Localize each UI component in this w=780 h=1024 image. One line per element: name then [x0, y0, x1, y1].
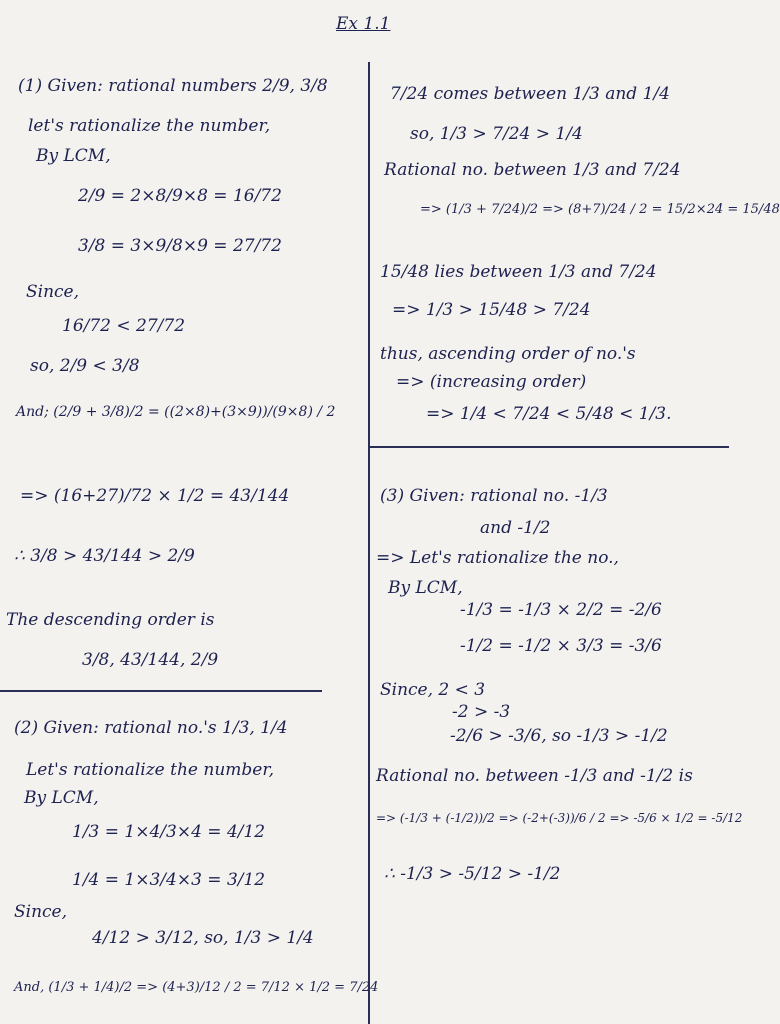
- vertical-divider: [368, 62, 370, 1024]
- q3-and: and -1/2: [480, 518, 551, 538]
- q3-line1: => Let's rationalize the no.,: [376, 548, 619, 568]
- q2-right-line6: => 1/3 > 15/48 > 7/24: [392, 300, 591, 320]
- q3-eq1: -1/3 = -1/3 × 2/2 = -2/6: [460, 600, 662, 620]
- q2-right-line5: 15/48 lies between 1/3 and 7/24: [380, 262, 657, 282]
- right-section-divider: [370, 446, 729, 448]
- q3-between: Rational no. between -1/3 and -1/2 is: [376, 766, 693, 786]
- q2-compare: 4/12 > 3/12, so, 1/3 > 1/4: [92, 928, 314, 948]
- q2-right-line9: => 1/4 < 7/24 < 5/48 < 1/3.: [426, 404, 672, 424]
- q1-line2: By LCM,: [36, 146, 111, 166]
- q1-heading: (1) Given: rational numbers 2/9, 3/8: [18, 76, 328, 96]
- q3-line2: By LCM,: [388, 578, 463, 598]
- q2-line2: By LCM,: [24, 788, 99, 808]
- q2-since: Since,: [14, 902, 68, 922]
- page-title: Ex 1.1: [336, 14, 391, 34]
- left-section-divider: [0, 690, 322, 692]
- q2-right-line4: => (1/3 + 7/24)/2 => (8+7)/24 / 2 = 15/2×24 = 15/48: [420, 202, 780, 217]
- q2-eq2: 1/4 = 1×3/4×3 = 3/12: [72, 870, 266, 890]
- q1-therefore: ∴ 3/8 > 43/144 > 2/9: [14, 546, 195, 566]
- q1-compare: 16/72 < 27/72: [62, 316, 186, 336]
- q1-order: 3/8, 43/144, 2/9: [82, 650, 219, 670]
- q1-eq2: 3/8 = 3×9/8×9 = 27/72: [78, 236, 282, 256]
- q1-eq1: 2/9 = 2×8/9×8 = 16/72: [78, 186, 282, 206]
- q1-and: And; (2/9 + 3/8)/2 = ((2×8)+(3×9))/(9×8) / 2: [16, 404, 336, 420]
- q1-line1: let's rationalize the number,: [28, 116, 271, 136]
- q2-right-line8: => (increasing order): [396, 372, 587, 392]
- q1-since: Since,: [26, 282, 80, 302]
- q3-since: Since, 2 < 3: [380, 680, 486, 700]
- q2-right-line7: thus, ascending order of no.'s: [380, 344, 636, 364]
- q1-so: so, 2/9 < 3/8: [30, 356, 140, 376]
- q2-eq1: 1/3 = 1×4/3×4 = 4/12: [72, 822, 266, 842]
- q1-result: => (16+27)/72 × 1/2 = 43/144: [20, 486, 290, 506]
- q2-right-line3: Rational no. between 1/3 and 7/24: [384, 160, 681, 180]
- q3-heading: (3) Given: rational no. -1/3: [380, 486, 608, 506]
- q2-heading: (2) Given: rational no.'s 1/3, 1/4: [14, 718, 288, 738]
- q3-eq2: -1/2 = -1/2 × 3/3 = -3/6: [460, 636, 662, 656]
- q2-and: And, (1/3 + 1/4)/2 => (4+3)/12 / 2 = 7/12 × 1/2 = 7/24: [14, 980, 379, 995]
- q2-right-line2: so, 1/3 > 7/24 > 1/4: [410, 124, 583, 144]
- q3-negated: -2 > -3: [452, 702, 511, 722]
- q2-line1: Let's rationalize the number,: [26, 760, 274, 780]
- q3-final: ∴ -1/3 > -5/12 > -1/2: [384, 864, 561, 884]
- q2-right-line1: 7/24 comes between 1/3 and 1/4: [390, 84, 670, 104]
- q3-calc: => (-1/3 + (-1/2))/2 => (-2+(-3))/6 / 2 => -5/6 × 1/2 = -5/12: [376, 811, 743, 825]
- q3-compare: -2/6 > -3/6, so -1/3 > -1/2: [450, 726, 668, 746]
- q1-descending-label: The descending order is: [6, 610, 215, 630]
